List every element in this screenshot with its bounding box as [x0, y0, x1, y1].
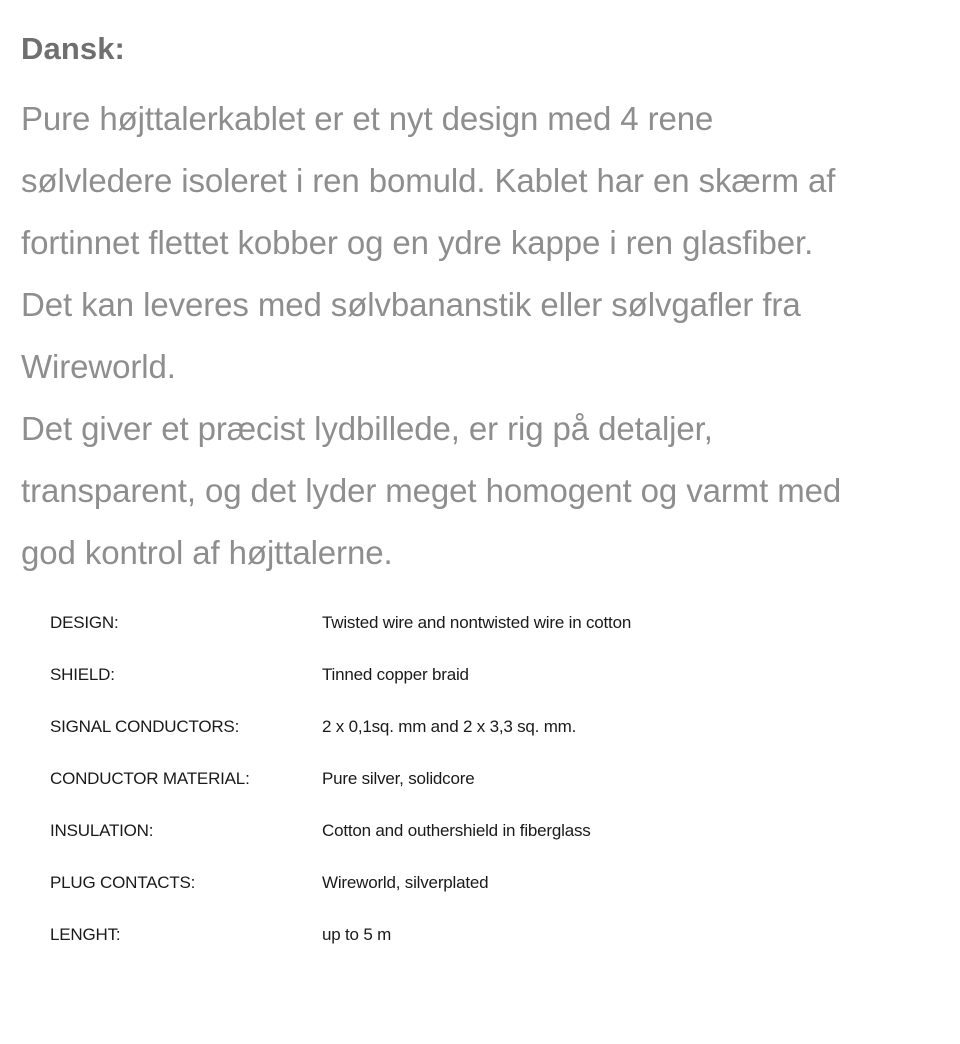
spec-value: Cotton and outhershield in fiberglass — [322, 821, 591, 840]
description-line: fortinnet flettet kobber og en ydre kappe i ren glasfiber. — [21, 224, 814, 261]
spec-value: Tinned copper braid — [322, 665, 469, 684]
description-line: Wireworld. — [21, 348, 176, 385]
table-row — [0, 716, 960, 768]
table-row — [0, 612, 960, 664]
specifications-table — [0, 612, 960, 976]
description-paragraph — [21, 88, 941, 584]
spec-label: SIGNAL CONDUCTORS: — [50, 717, 240, 736]
spec-label: CONDUCTOR MATERIAL: — [50, 769, 250, 788]
spec-label: LENGHT: — [50, 925, 121, 944]
description-line: god kontrol af højttalerne. — [21, 534, 393, 571]
page-title: Dansk: — [21, 31, 125, 66]
spec-label: DESIGN: — [50, 613, 119, 632]
table-row — [0, 872, 960, 924]
spec-value: Wireworld, silverplated — [322, 873, 489, 892]
description-line: Pure højttalerkablet er et nyt design med 4 rene — [21, 100, 714, 137]
description-line: sølvledere isoleret i ren bomuld. Kablet har en skærm af — [21, 162, 836, 199]
spec-label: INSULATION: — [50, 821, 154, 840]
spec-value: Pure silver, solidcore — [322, 769, 475, 788]
description-line: Det kan leveres med sølvbananstik eller sølvgafler fra — [21, 286, 801, 323]
table-row — [0, 924, 960, 976]
table-row — [0, 768, 960, 820]
spec-value: up to 5 m — [322, 925, 392, 944]
spec-value: 2 x 0,1sq. mm and 2 x 3,3 sq. mm. — [322, 717, 577, 736]
spec-label: PLUG CONTACTS: — [50, 873, 196, 892]
description-line: transparent, og det lyder meget homogent og varmt med — [21, 472, 842, 509]
description-line: Det giver et præcist lydbillede, er rig på detaljer, — [21, 410, 713, 447]
spec-label: SHIELD: — [50, 665, 115, 684]
spec-value: Twisted wire and nontwisted wire in cotton — [322, 613, 632, 632]
table-row — [0, 820, 960, 872]
table-row — [0, 664, 960, 716]
